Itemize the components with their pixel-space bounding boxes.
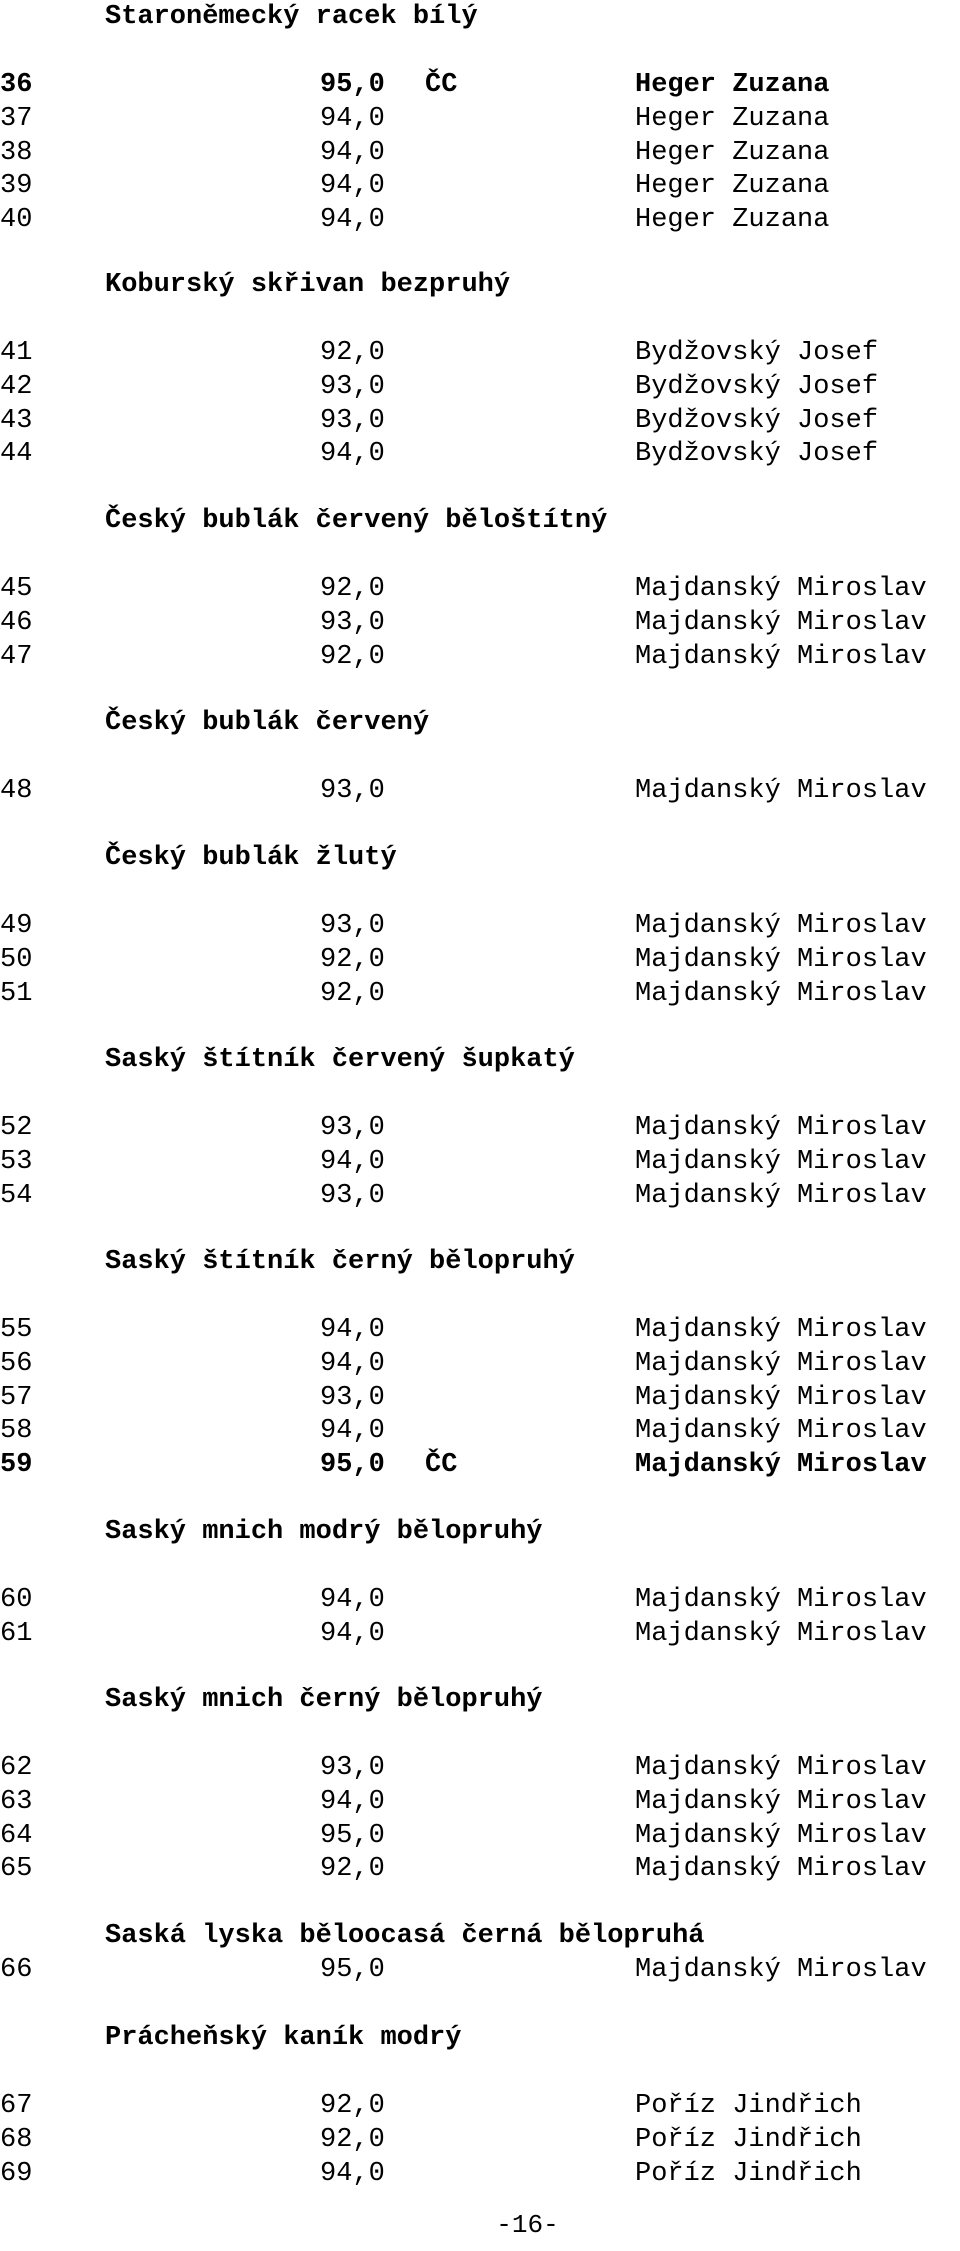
result-row [0, 2157, 960, 2191]
award-mark: ČC [425, 1450, 458, 1481]
score: 94,0 [320, 171, 385, 202]
breeder-name: Poříz Jindřich [635, 2091, 862, 2121]
entry-number: 55 [0, 1315, 33, 1345]
award-mark: ČC [425, 70, 458, 100]
result-row [0, 1347, 960, 1381]
score: 92,0 [320, 1854, 385, 1885]
entry-number: 64 [0, 1820, 33, 1851]
score: 92,0 [320, 978, 385, 1009]
score: 93,0 [320, 607, 385, 638]
section-heading: Český bublák červený [105, 708, 430, 738]
result-row [0, 1583, 960, 1617]
entry-number: 47 [0, 641, 33, 672]
score: 94,0 [320, 1348, 385, 1379]
breeder-name: Majdanský Miroslav [635, 1786, 927, 1817]
entry-number: 45 [0, 574, 33, 604]
entry-number: 69 [0, 2158, 33, 2189]
breeder-name: Majdanský Miroslav [635, 1450, 927, 1481]
score: 92,0 [320, 641, 385, 672]
section-heading: Koburský skřivan bezpruhý [105, 270, 511, 300]
entry-number: 40 [0, 205, 33, 236]
section-heading: Saský mnich modrý bělopruhý [105, 1517, 543, 1547]
breeder-name: Majdanský Miroslav [635, 1753, 927, 1783]
score: 93,0 [320, 371, 385, 402]
entry-number: 38 [0, 137, 33, 168]
entry-number: 44 [0, 439, 33, 470]
result-row [0, 1819, 960, 1853]
result-row [0, 909, 960, 943]
breeder-name: Majdanský Miroslav [635, 1348, 927, 1379]
entry-number: 54 [0, 1180, 33, 1211]
result-row [0, 606, 960, 640]
result-row [0, 68, 960, 102]
score: 95,0 [320, 70, 385, 100]
breeder-name: Bydžovský Josef [635, 405, 879, 436]
result-row [0, 404, 960, 438]
score: 93,0 [320, 1382, 385, 1413]
entry-number: 41 [0, 338, 33, 368]
breeder-name: Majdanský Miroslav [635, 1854, 927, 1885]
entry-number: 51 [0, 978, 33, 1009]
score: 94,0 [320, 1146, 385, 1177]
breeder-name: Heger Zuzana [635, 205, 830, 236]
result-row [0, 437, 960, 471]
score: 93,0 [320, 1180, 385, 1211]
result-row [0, 169, 960, 203]
breeder-name: Majdanský Miroslav [635, 1382, 927, 1413]
entry-number: 39 [0, 171, 33, 202]
result-row [0, 1448, 960, 1482]
result-row [0, 2089, 960, 2123]
breeder-name: Majdanský Miroslav [635, 1315, 927, 1345]
entry-number: 66 [0, 1955, 33, 1985]
result-row [0, 1785, 960, 1819]
entry-number: 63 [0, 1786, 33, 1817]
result-row [0, 640, 960, 674]
result-row [0, 1179, 960, 1213]
breeder-name: Majdanský Miroslav [635, 1113, 927, 1143]
result-row [0, 572, 960, 606]
score: 94,0 [320, 1315, 385, 1345]
section-heading: Staroněmecký racek bílý [105, 2, 478, 32]
section-heading: Saský mnich černý bělopruhý [105, 1685, 543, 1715]
section-heading: Saský štítník černý bělopruhý [105, 1247, 575, 1277]
entry-number: 68 [0, 2124, 33, 2155]
score: 93,0 [320, 405, 385, 436]
score: 93,0 [320, 1113, 385, 1143]
entry-number: 48 [0, 776, 33, 806]
breeder-name: Majdanský Miroslav [635, 1618, 927, 1649]
breeder-name: Majdanský Miroslav [635, 1146, 927, 1177]
section-heading: Český bublák červený běloštítný [105, 506, 608, 536]
section-heading: Prácheňský kaník modrý [105, 2023, 462, 2053]
result-row [0, 774, 960, 808]
breeder-name: Majdanský Miroslav [635, 1180, 927, 1211]
entry-number: 50 [0, 944, 33, 975]
result-row [0, 1852, 960, 1886]
score: 94,0 [320, 1585, 385, 1615]
entry-number: 42 [0, 371, 33, 402]
score: 93,0 [320, 776, 385, 806]
result-row [0, 370, 960, 404]
entry-number: 60 [0, 1585, 33, 1615]
score: 95,0 [320, 1955, 385, 1985]
breeder-name: Bydžovský Josef [635, 371, 879, 402]
page-number: -16- [496, 2210, 559, 2240]
score: 93,0 [320, 1753, 385, 1783]
score: 93,0 [320, 911, 385, 941]
breeder-name: Majdanský Miroslav [635, 1416, 927, 1447]
score: 94,0 [320, 1786, 385, 1817]
entry-number: 58 [0, 1416, 33, 1447]
breeder-name: Majdanský Miroslav [635, 1585, 927, 1615]
breeder-name: Majdanský Miroslav [635, 1955, 927, 1985]
result-row [0, 336, 960, 370]
score: 94,0 [320, 1618, 385, 1649]
entry-number: 53 [0, 1146, 33, 1177]
breeder-name: Majdanský Miroslav [635, 607, 927, 638]
result-row [0, 1111, 960, 1145]
breeder-name: Heger Zuzana [635, 70, 830, 100]
section-heading: Saský štítník červený šupkatý [105, 1045, 575, 1075]
result-row [0, 2123, 960, 2157]
result-row [0, 1313, 960, 1347]
score: 92,0 [320, 338, 385, 368]
entry-number: 52 [0, 1113, 33, 1143]
entry-number: 56 [0, 1348, 33, 1379]
breeder-name: Heger Zuzana [635, 137, 830, 168]
entry-number: 59 [0, 1450, 33, 1481]
score: 94,0 [320, 205, 385, 236]
entry-number: 49 [0, 911, 33, 941]
score: 94,0 [320, 439, 385, 470]
entry-number: 61 [0, 1618, 33, 1649]
breeder-name: Majdanský Miroslav [635, 574, 927, 604]
breeder-name: Majdanský Miroslav [635, 776, 927, 806]
result-row [0, 943, 960, 977]
breeder-name: Poříz Jindřich [635, 2158, 862, 2189]
breeder-name: Majdanský Miroslav [635, 978, 927, 1009]
entry-number: 43 [0, 405, 33, 436]
breeder-name: Majdanský Miroslav [635, 944, 927, 975]
score: 92,0 [320, 944, 385, 975]
entry-number: 65 [0, 1854, 33, 1885]
score: 92,0 [320, 574, 385, 604]
score: 92,0 [320, 2091, 385, 2121]
breeder-name: Majdanský Miroslav [635, 1820, 927, 1851]
breeder-name: Bydžovský Josef [635, 439, 879, 470]
breeder-name: Poříz Jindřich [635, 2124, 862, 2155]
score: 94,0 [320, 103, 385, 134]
result-row [0, 1617, 960, 1651]
entry-number: 57 [0, 1382, 33, 1413]
result-row [0, 1381, 960, 1415]
result-row [0, 1414, 960, 1448]
result-row [0, 1751, 960, 1785]
score: 94,0 [320, 137, 385, 168]
entry-number: 37 [0, 103, 33, 134]
score: 95,0 [320, 1820, 385, 1851]
breeder-name: Majdanský Miroslav [635, 641, 927, 672]
entry-number: 67 [0, 2091, 33, 2121]
result-row [0, 136, 960, 170]
result-row [0, 102, 960, 136]
breeder-name: Majdanský Miroslav [635, 911, 927, 941]
score: 92,0 [320, 2124, 385, 2155]
result-row [0, 1145, 960, 1179]
breeder-name: Heger Zuzana [635, 103, 830, 134]
score: 95,0 [320, 1450, 385, 1481]
score: 94,0 [320, 1416, 385, 1447]
breeder-name: Heger Zuzana [635, 171, 830, 202]
entry-number: 36 [0, 70, 33, 100]
entry-number: 46 [0, 607, 33, 638]
section-heading: Saská lyska běloocasá černá bělopruhá [105, 1921, 705, 1951]
breeder-name: Bydžovský Josef [635, 338, 879, 368]
result-row [0, 203, 960, 237]
result-row [0, 977, 960, 1011]
result-row [0, 1953, 960, 1987]
score: 94,0 [320, 2158, 385, 2189]
entry-number: 62 [0, 1753, 33, 1783]
section-heading: Český bublák žlutý [105, 843, 397, 873]
